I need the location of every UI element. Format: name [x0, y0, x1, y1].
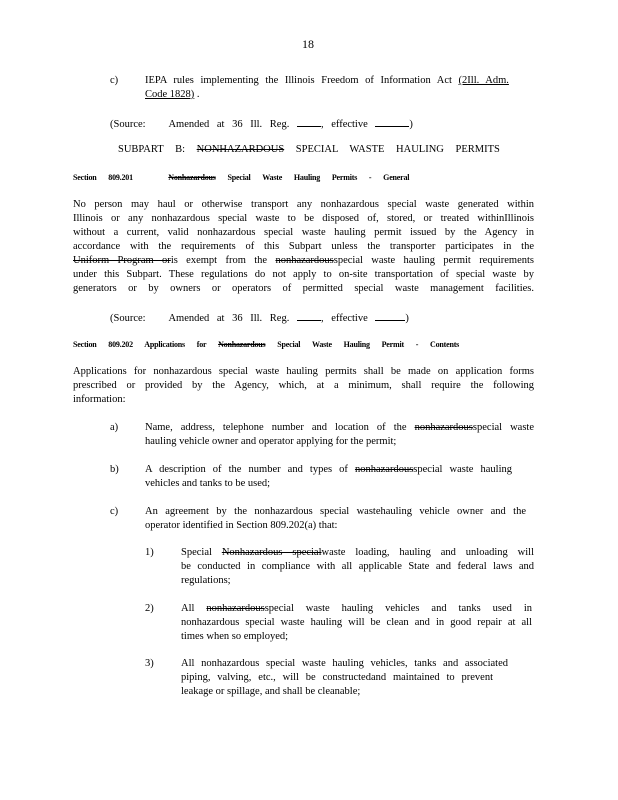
- item-c: [145, 505, 526, 533]
- struck-text: Nonhazardous special: [221, 547, 322, 558]
- section-title-pre: Applications for: [144, 340, 207, 349]
- item-label: c): [110, 75, 119, 86]
- subitem-text: waste loading, hauling and unloading will: [321, 547, 535, 558]
- struck-text: nonhazardous: [206, 603, 265, 614]
- source-note: (Source: Amended at 36 Ill. Reg. , effective ): [110, 116, 413, 132]
- para-line: accordance with the requirements of this Subpart unless the transporter participates in the: [73, 241, 534, 252]
- struck-text: nonhazardous: [354, 464, 414, 475]
- item-text: special waste hauling: [413, 464, 512, 475]
- source-label: (Source:: [110, 313, 146, 324]
- para-line: under this Subpart. These regulations do not apply to on-site transportation of special waste by: [73, 269, 534, 280]
- citation-part-1: (2Ill. Adm.: [458, 75, 509, 86]
- blank-line: [297, 310, 321, 321]
- item-c-text: [145, 74, 525, 88]
- section-number: Section 809.201: [73, 173, 133, 182]
- subitem-text: Special: [181, 547, 212, 558]
- subitem-text: All: [181, 603, 195, 614]
- item-b: [145, 463, 512, 491]
- struck-text: Nonhazardous: [218, 340, 266, 349]
- item-line: [145, 463, 512, 477]
- paragraph-201: [73, 198, 534, 296]
- source-close: ): [409, 119, 413, 130]
- subpart-label: SUBPART B:: [118, 144, 186, 155]
- section-heading-202: [73, 340, 459, 349]
- subitem-line: regulations;: [181, 575, 231, 586]
- source-effective: effective: [331, 119, 368, 130]
- subitem-line: be conducted in compliance with all applicable State and federal laws and: [181, 561, 534, 572]
- para-line: Applications for nonhazardous special waste hauling permits shall be made on application forms: [73, 366, 534, 377]
- subitem-label: 1): [145, 547, 154, 558]
- subpart-heading: [118, 143, 500, 157]
- item-text: special waste: [472, 422, 535, 433]
- para-line: generators or by owners or operators of permitted special waste management facilities.: [73, 283, 534, 294]
- subitem-line: leakage or spillage, and shall be cleanable;: [181, 686, 361, 697]
- subpart-title: SPECIAL WASTE HAULING PERMITS: [295, 144, 500, 155]
- para-line: prescribed or provided by the Agency, which, at a minimum, shall require the following: [73, 380, 534, 391]
- item-text: Name, address, telephone number and location of the: [145, 422, 407, 433]
- para-line: without a current, valid nonhazardous special waste hauling permit issued by the Agency in: [73, 227, 534, 238]
- subitem-line: [181, 546, 534, 560]
- para-line: [73, 254, 534, 268]
- source-note: (Source: Amended at 36 Ill. Reg. , effective ): [110, 310, 409, 326]
- citation-end: .: [196, 89, 200, 100]
- subitem-line: piping, valving, etc., will be constructedand maintained to prevent: [181, 672, 493, 683]
- struck-text: nonhazardous: [414, 422, 473, 433]
- subitem-line: times when so employed;: [181, 631, 289, 642]
- source-label: (Source:: [110, 119, 146, 130]
- source-amended: Amended at 36 Ill. Reg.: [168, 119, 290, 130]
- section-title: Special Waste Hauling Permit - Contents: [277, 340, 460, 349]
- item-c-text-body: IEPA rules implementing the Illinois Freedom of Information Act: [145, 75, 452, 86]
- item-line: vehicles and tanks to be used;: [145, 478, 271, 489]
- subitem-label: 3): [145, 658, 154, 669]
- page-number: 18: [302, 37, 314, 51]
- para-line: No person may haul or otherwise transport any nonhazardous special waste generated within: [73, 199, 534, 210]
- blank-line: [375, 310, 405, 321]
- section-number: Section 809.202: [73, 340, 133, 349]
- subitem-1: [181, 546, 534, 588]
- subitem-line: All nonhazardous special waste hauling vehicles, tanks and associated: [181, 658, 508, 669]
- item-line: An agreement by the nonhazardous special wastehauling vehicle owner and the: [145, 506, 526, 517]
- item-line: hauling vehicle owner and operator applying for the permit;: [145, 436, 397, 447]
- struck-text: Uniform Program or: [73, 255, 171, 266]
- blank-line: [297, 116, 321, 127]
- subitem-line: nonhazardous special waste hauling will be clean and in good repair at all: [181, 617, 532, 628]
- subitem-label: 2): [145, 603, 154, 614]
- source-amended: Amended at 36 Ill. Reg.: [168, 313, 290, 324]
- item-label: a): [110, 422, 119, 433]
- struck-text: Nonhazardous: [168, 173, 216, 182]
- subitem-3: [181, 657, 508, 699]
- section-heading-201: [73, 173, 409, 182]
- struck-text: nonhazardous: [275, 255, 334, 266]
- para-line: Illinois or any nonhazardous special waste to be disposed of, stored, or treated withinIllinois: [73, 213, 534, 224]
- struck-text: NONHAZARDOUS: [196, 144, 285, 155]
- section-title: Special Waste Hauling Permits - General: [227, 173, 410, 182]
- source-effective: effective: [331, 313, 368, 324]
- subitem-text: special waste hauling vehicles and tanks used in: [264, 603, 533, 614]
- para-text: is exempt from the: [170, 255, 268, 266]
- paragraph-202: [73, 365, 534, 407]
- subitem-line: [181, 602, 532, 616]
- para-text: special waste hauling permit requirements: [333, 255, 535, 266]
- item-c-text-line2: [145, 88, 200, 102]
- para-line: information:: [73, 394, 126, 405]
- blank-line: [375, 116, 409, 127]
- item-text: A description of the number and types of: [145, 464, 348, 475]
- item-label: c): [110, 506, 119, 517]
- citation-part-2: Code 1828): [145, 89, 195, 100]
- item-label: b): [110, 464, 119, 475]
- item-line: operator identified in Section 809.202(a) that:: [145, 520, 338, 531]
- item-line: [145, 421, 534, 435]
- item-a: [145, 421, 534, 449]
- source-close: ): [405, 313, 409, 324]
- subitem-2: [181, 602, 532, 644]
